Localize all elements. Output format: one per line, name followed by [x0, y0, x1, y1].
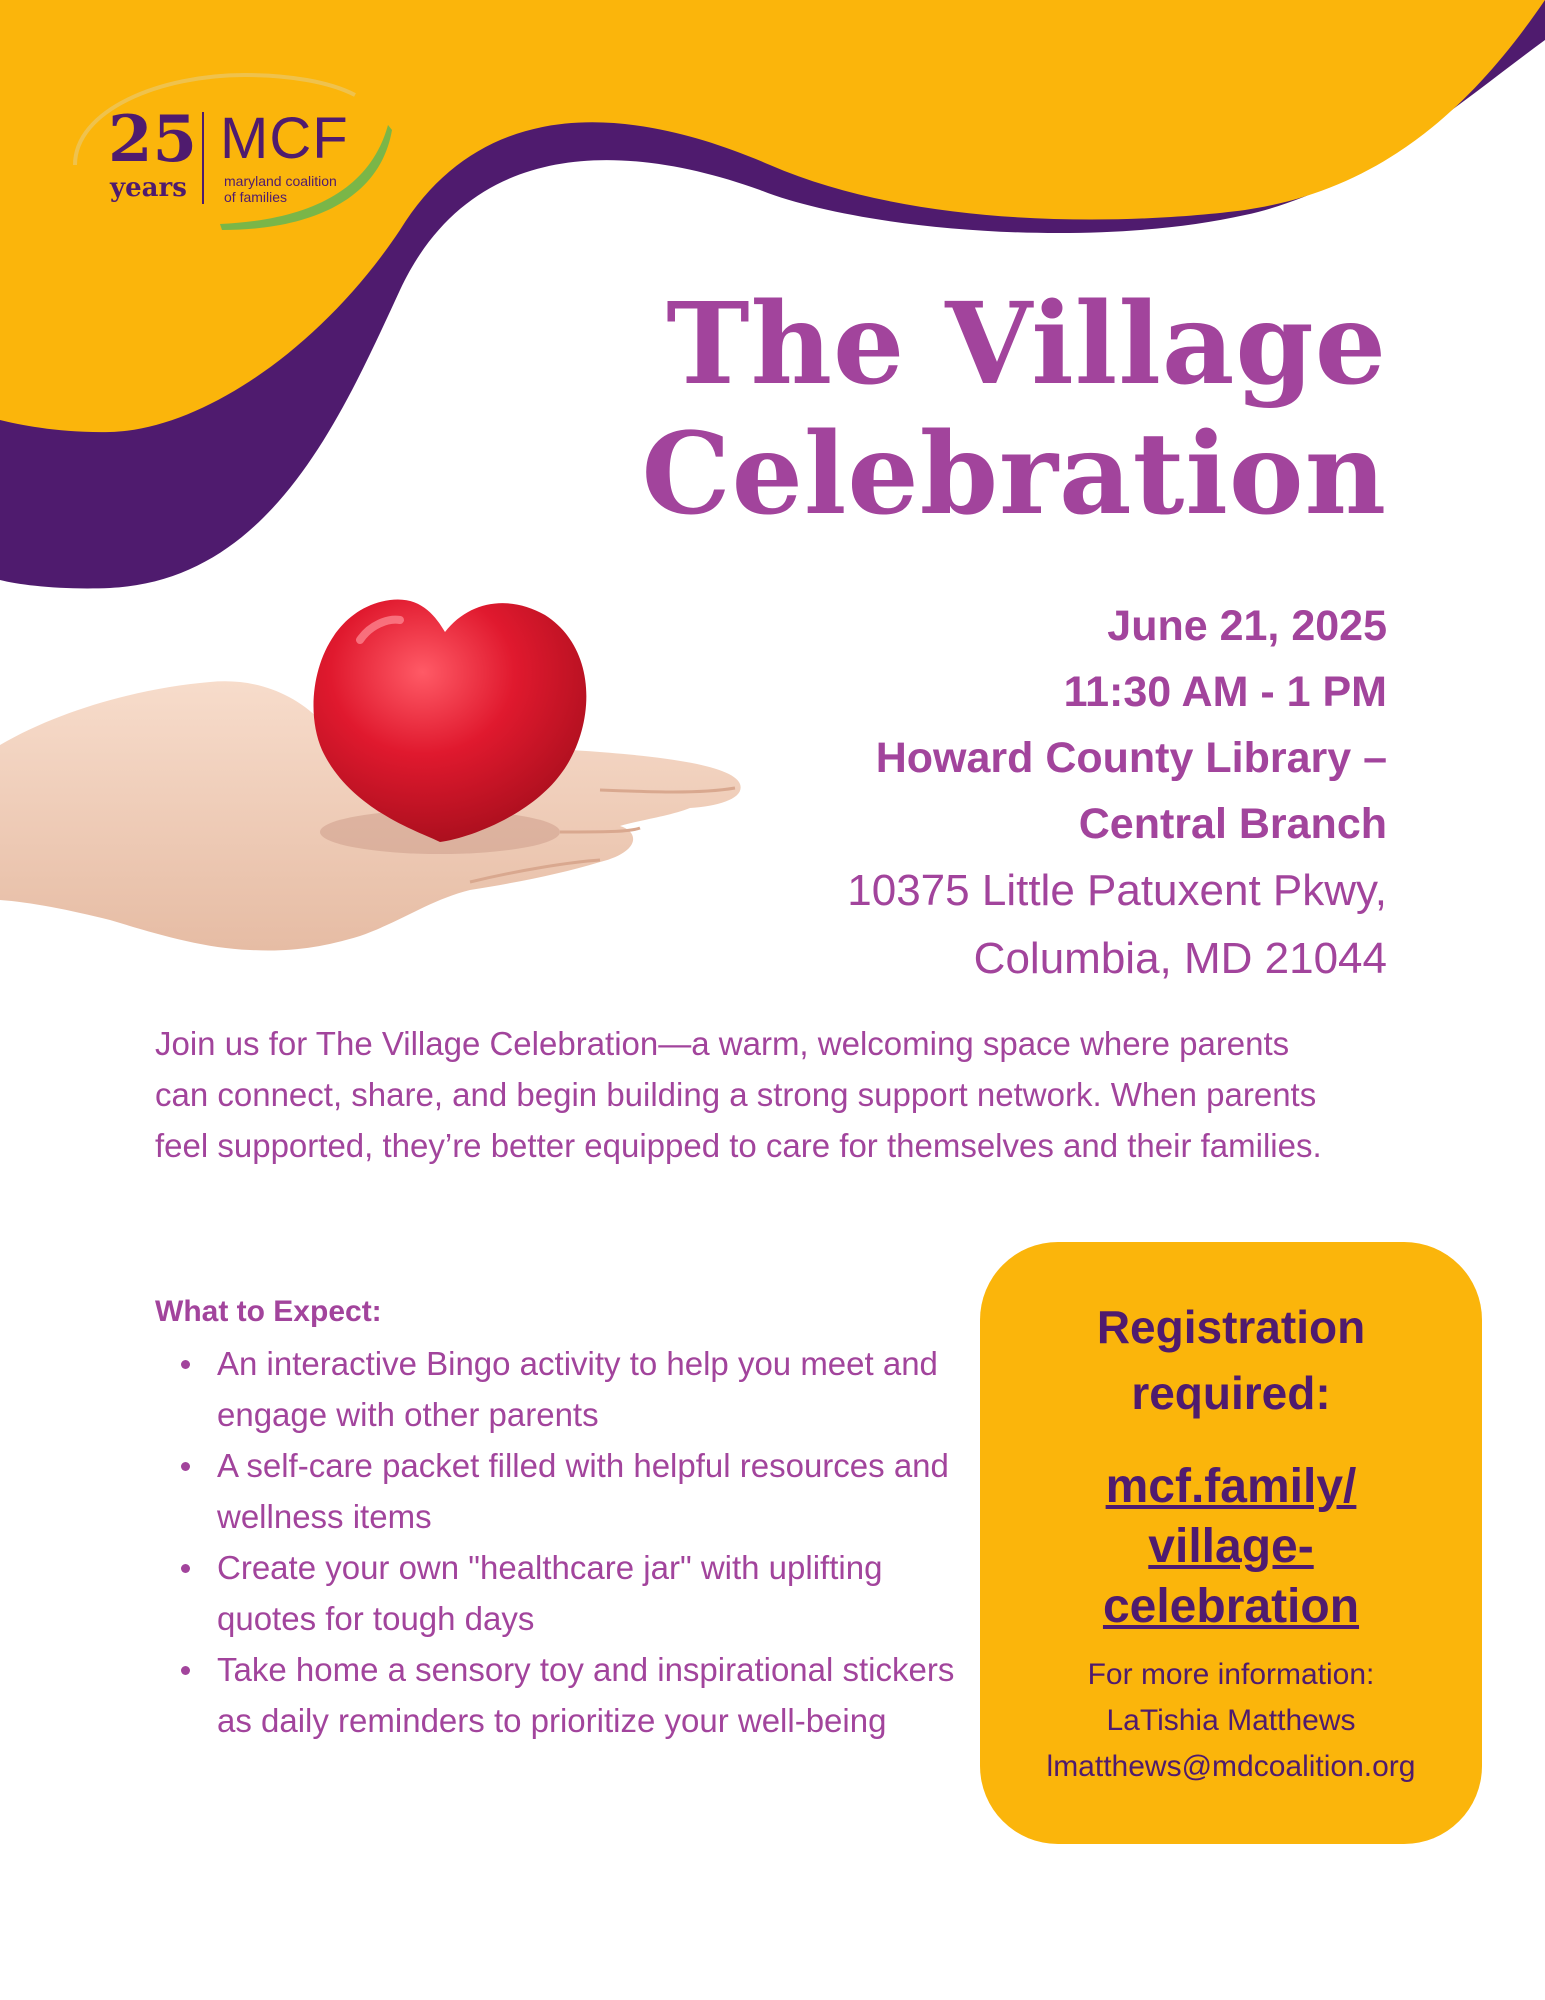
event-date: June 21, 2025	[1107, 602, 1387, 650]
registration-heading-line1: Registration	[1096, 1301, 1366, 1353]
event-venue-line2: Central Branch	[1078, 800, 1387, 848]
list-item-text: A self-care packet filled with helpful resources and wellness items	[217, 1447, 949, 1535]
list-item-text: An interactive Bingo activity to help you meet and engage with other parents	[217, 1345, 938, 1433]
logo-org-line1: maryland coalition	[224, 173, 337, 189]
what-to-expect-section	[155, 1290, 955, 1746]
list-item-text: Take home a sensory toy and inspirational stickers as daily reminders to prioritize your well-being	[217, 1651, 955, 1739]
dot-bullet-icon	[181, 1360, 190, 1369]
event-details	[847, 593, 1387, 993]
dot-bullet-icon	[181, 1564, 190, 1573]
mcf-logo	[70, 70, 410, 240]
dot-bullet-icon	[181, 1462, 190, 1471]
list-item	[217, 1440, 955, 1542]
registration-link-line1[interactable]: mcf.family/	[1105, 1460, 1357, 1513]
list-item	[217, 1542, 955, 1644]
event-address-line1: 10375 Little Patuxent Pkwy,	[847, 866, 1387, 915]
logo-years-word: years	[110, 173, 187, 203]
dot-bullet-icon	[181, 1666, 190, 1675]
registration-heading-line2: required:	[1131, 1367, 1331, 1419]
event-address-line2: Columbia, MD 21044	[973, 934, 1387, 983]
registration-link[interactable]	[980, 1457, 1482, 1637]
contact-info-label: For more information:	[1087, 1658, 1375, 1691]
registration-card	[980, 1242, 1482, 1844]
contact-email[interactable]: lmatthews@mdcoalition.org	[1046, 1750, 1416, 1783]
contact-name: LaTishia Matthews	[1106, 1704, 1356, 1737]
logo-org-line2: of families	[224, 189, 288, 205]
event-time: 11:30 AM - 1 PM	[1063, 668, 1387, 716]
logo-divider	[202, 112, 204, 204]
registration-link-line2[interactable]: village-	[1148, 1520, 1314, 1573]
event-venue-line1: Howard County Library –	[875, 734, 1387, 782]
hand-holding-heart-image	[0, 570, 760, 990]
list-item-text: Create your own "healthcare jar" with uplifting quotes for tough days	[217, 1549, 883, 1637]
what-to-expect-heading: What to Expect:	[155, 1295, 382, 1328]
logo-org-abbr: MCF	[220, 106, 349, 171]
logo-org-name	[224, 173, 337, 205]
list-item	[217, 1338, 955, 1440]
contact-info	[980, 1652, 1482, 1790]
title-line2: Celebration	[641, 409, 1387, 540]
intro-paragraph: Join us for The Village Celebration—a warm, welcoming space where parents can connect, share, and begin building a strong support network. When parents feel supported, they’re better equipped to care for themselves and their families.	[155, 1025, 1322, 1164]
logo-years-number: 25	[108, 102, 198, 177]
expect-list	[155, 1338, 955, 1746]
registration-heading	[980, 1294, 1482, 1426]
registration-link-line3[interactable]: celebration	[1102, 1580, 1360, 1633]
list-item	[217, 1644, 955, 1746]
event-title	[641, 280, 1387, 540]
title-line1: The Village	[666, 279, 1387, 410]
